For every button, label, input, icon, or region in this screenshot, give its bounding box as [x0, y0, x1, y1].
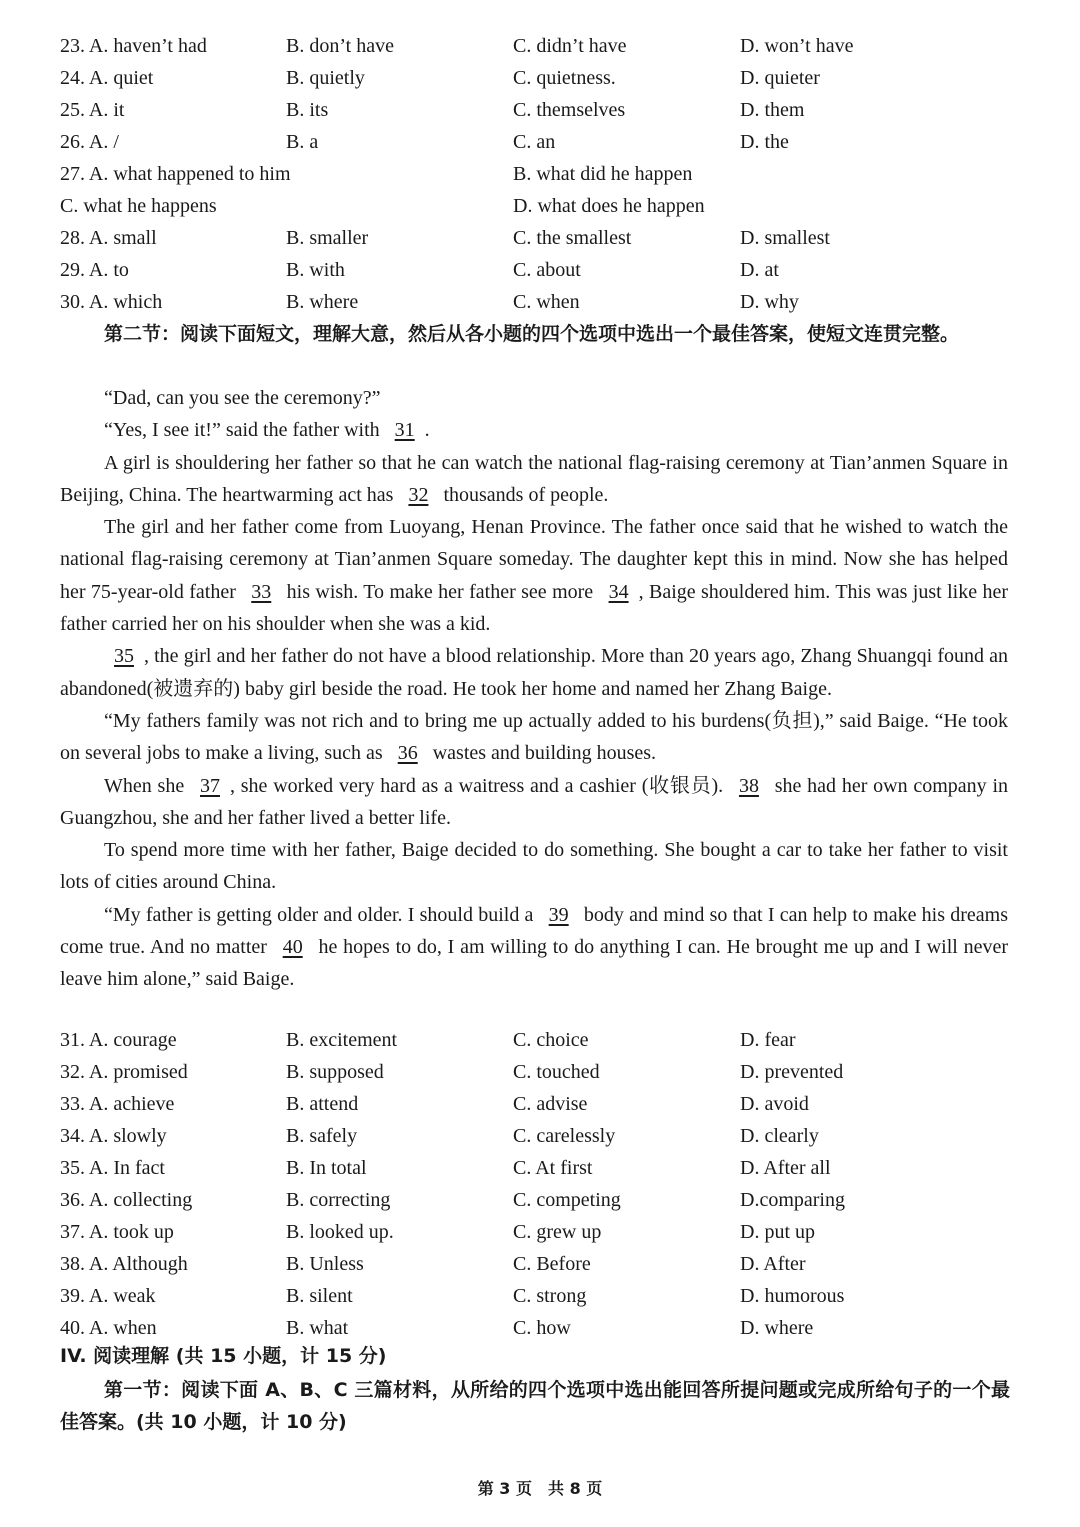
option-b: B. where: [286, 291, 359, 313]
section2-instruction: 第二节：阅读下面短文，理解大意，然后从各小题的四个选项中选出一个最佳答案，使短文连贯完整。: [104, 323, 960, 345]
passage-text: wastes and building houses.: [432, 742, 657, 765]
option-b: B. excitement: [286, 1029, 398, 1051]
blank-40: 40: [282, 936, 303, 959]
option-b: B. attend: [286, 1093, 359, 1115]
option-b: B. don’t have: [286, 35, 394, 57]
passage-text: thousands of people.: [443, 483, 609, 506]
passage-paragraph: [60, 834, 1008, 899]
option-c: C. At first: [513, 1157, 593, 1179]
option-d: D. humorous: [740, 1285, 845, 1307]
option-b: B. what: [286, 1317, 349, 1339]
option-d: D. avoid: [740, 1093, 809, 1115]
option-a: 30. A. which: [60, 291, 163, 313]
option-row-37: [60, 1216, 1020, 1248]
option-a: 27. A. what happened to him: [60, 163, 291, 185]
option-a: 29. A. to: [60, 259, 129, 281]
option-c: C. didn’t have: [513, 35, 627, 57]
option-row-24: [60, 62, 1020, 94]
passage-paragraph: [60, 705, 1008, 770]
option-c: C. about: [513, 259, 581, 281]
passage-text: “Yes, I see it!” said the father with: [104, 419, 380, 442]
option-row-30: [60, 286, 1020, 318]
option-b: B. quietly: [286, 67, 365, 89]
option-d: D. at: [740, 259, 779, 281]
option-d: D. After: [740, 1253, 806, 1275]
option-c: C. competing: [513, 1189, 621, 1211]
option-d: D. put up: [740, 1221, 815, 1243]
option-d: D. After all: [740, 1157, 831, 1179]
option-c: C. advise: [513, 1093, 588, 1115]
option-c: C. themselves: [513, 99, 626, 121]
option-row-33: [60, 1088, 1020, 1120]
option-row-26: [60, 126, 1020, 158]
option-b: B. correcting: [286, 1189, 391, 1211]
option-row-31: [60, 1024, 1020, 1056]
option-a: 34. A. slowly: [60, 1125, 167, 1147]
option-row-38: [60, 1248, 1020, 1280]
passage-paragraph: [60, 770, 1008, 835]
passage-text: , the girl and her father do not have a blood relationship. More than 20 years ago, Zhang Shuangqi found an abandoned(被遗弃的) baby girl beside the road. He took her home and named her Zhang Baige.: [60, 645, 1008, 700]
blank-35: 35: [114, 645, 134, 668]
passage-text: , she worked very hard as a waitress and a cashier (收银员).: [229, 774, 724, 797]
passage-text: To spend more time with her father, Baige decided to do something. She bought a car to take her father to visit lots of cities around China.: [60, 839, 1008, 894]
passage-paragraph: [60, 640, 1008, 705]
blank-36: 36: [397, 742, 418, 765]
option-a: 35. A. In fact: [60, 1157, 165, 1179]
page-number: 第 3 页 共 8 页: [477, 1479, 603, 1498]
option-a: 25. A. it: [60, 99, 125, 121]
option-d: D. where: [740, 1317, 814, 1339]
options-23-26: [60, 30, 1020, 318]
passage-text: she had her own company in Guangzhou, she and her father lived a better life.: [60, 774, 1009, 829]
option-b: B. looked up.: [286, 1221, 394, 1243]
option-row-35: [60, 1152, 1020, 1184]
option-row-34: [60, 1120, 1020, 1152]
passage-text: A girl is shouldering her father so that he can watch the national flag-raising ceremony at Tian’anmen Square in Beijing, China. The heartwarming act has: [60, 451, 1008, 506]
option-d: D. the: [740, 131, 789, 153]
passage-text: .: [424, 419, 430, 442]
option-row-27b: [60, 190, 1020, 222]
passage-paragraph: [60, 511, 1008, 640]
blank-32: 32: [408, 483, 429, 506]
passage-text: “My father is getting older and older. I should build a: [104, 903, 534, 926]
option-b: B. safely: [286, 1125, 358, 1147]
option-b: B. supposed: [286, 1061, 384, 1083]
passage-text: The girl and her father come from Luoyang, Henan Province. The father once said that he wished to watch the national flag-raising ceremony at Tian’anmen Square someday. The daughter kept this in mind. Now she has helped her 75-year-old father: [60, 516, 1008, 603]
option-b: B. In total: [286, 1157, 367, 1179]
blank-37: 37: [199, 774, 220, 797]
option-a: 32. A. promised: [60, 1061, 188, 1083]
option-c: C. grew up: [513, 1221, 602, 1243]
option-row-23: [60, 30, 1020, 62]
option-d: D. why: [740, 291, 799, 313]
section-iv-heading: IV. 阅读理解 (共 15 小题，计 15 分): [60, 1345, 387, 1367]
passage-text: “Dad, can you see the ceremony?”: [104, 387, 381, 409]
option-d: D. quieter: [740, 67, 820, 89]
option-c: C. Before: [513, 1253, 591, 1275]
passage-text: When she: [104, 774, 185, 797]
option-a: 36. A. collecting: [60, 1189, 193, 1211]
option-d: D. smallest: [740, 227, 830, 249]
option-d: D. clearly: [740, 1125, 819, 1147]
option-a: 24. A. quiet: [60, 67, 154, 89]
option-b: B. what did he happen: [513, 163, 693, 185]
option-d: D. them: [740, 99, 805, 121]
passage-paragraph: [60, 414, 1008, 446]
option-a: 33. A. achieve: [60, 1093, 175, 1115]
option-c: C. an: [513, 131, 556, 153]
passage-paragraph: [60, 447, 1008, 512]
option-c: C. how: [513, 1317, 571, 1339]
option-a: 28. A. small: [60, 227, 157, 249]
option-row-36: [60, 1184, 1020, 1216]
option-row-28: [60, 222, 1020, 254]
option-c: C. what he happens: [60, 195, 217, 217]
option-a: 31. A. courage: [60, 1029, 177, 1051]
passage-paragraph: [60, 382, 1008, 414]
option-d: D. fear: [740, 1029, 796, 1051]
blank-39: 39: [548, 903, 569, 926]
blank-31: 31: [394, 419, 415, 442]
option-a: 37. A. took up: [60, 1221, 174, 1243]
passage-text: his wish. To make her father see more: [286, 580, 594, 603]
option-c: C. the smallest: [513, 227, 632, 249]
option-a: 38. A. Although: [60, 1253, 188, 1275]
option-c: C. touched: [513, 1061, 600, 1083]
cloze-passage: [60, 382, 1008, 996]
option-a: 40. A. when: [60, 1317, 157, 1339]
option-row-32: [60, 1056, 1020, 1088]
option-row-25: [60, 94, 1020, 126]
option-c: C. choice: [513, 1029, 589, 1051]
option-b: B. with: [286, 259, 345, 281]
option-b: B. a: [286, 131, 319, 153]
option-b: B. smaller: [286, 227, 369, 249]
option-b: B. its: [286, 99, 329, 121]
blank-33: 33: [251, 580, 272, 603]
option-d: D. what does he happen: [513, 195, 705, 217]
blank-38: 38: [738, 774, 759, 797]
option-c: C. strong: [513, 1285, 587, 1307]
passage-text: , Baige shouldered him. This was just like her father carried her on his shoulder when she was a kid.: [60, 580, 1009, 636]
option-a: 39. A. weak: [60, 1285, 156, 1307]
option-row-27a: [60, 158, 1020, 190]
option-d: D.comparing: [740, 1189, 845, 1211]
section-iv-instruction: 第一节：阅读下面 A、B、C 三篇材料，从所给的四个选项中选出能回答所提问题或完成所给句子的一个最佳答案。(共 10 小题，计 10 分): [60, 1379, 1010, 1433]
passage-text: he hopes to do, I am willing to do anything I can. He brought me up and I will never leave him alone,” said Baige.: [60, 936, 1009, 991]
option-d: D. won’t have: [740, 35, 854, 57]
option-c: C. carelessly: [513, 1125, 616, 1147]
option-a: 26. A. /: [60, 131, 119, 153]
option-row-29: [60, 254, 1020, 286]
passage-paragraph: [60, 899, 1008, 996]
option-c: C. when: [513, 291, 580, 313]
option-c: C. quietness.: [513, 67, 616, 89]
option-b: B. silent: [286, 1285, 353, 1307]
passage-text: body and mind so that I can help to make his dreams come true. And no matter: [60, 903, 1009, 959]
options-31-40: [60, 1024, 1020, 1344]
option-row-39: [60, 1280, 1020, 1312]
option-b: B. Unless: [286, 1253, 364, 1275]
passage-text: “My fathers family was not rich and to bring me up actually added to his burdens(负担),” said Baige. “He took on several jobs to make a living, such as: [60, 709, 1008, 765]
blank-34: 34: [608, 580, 629, 603]
option-a: 23. A. haven’t had: [60, 35, 207, 57]
option-d: D. prevented: [740, 1061, 844, 1083]
